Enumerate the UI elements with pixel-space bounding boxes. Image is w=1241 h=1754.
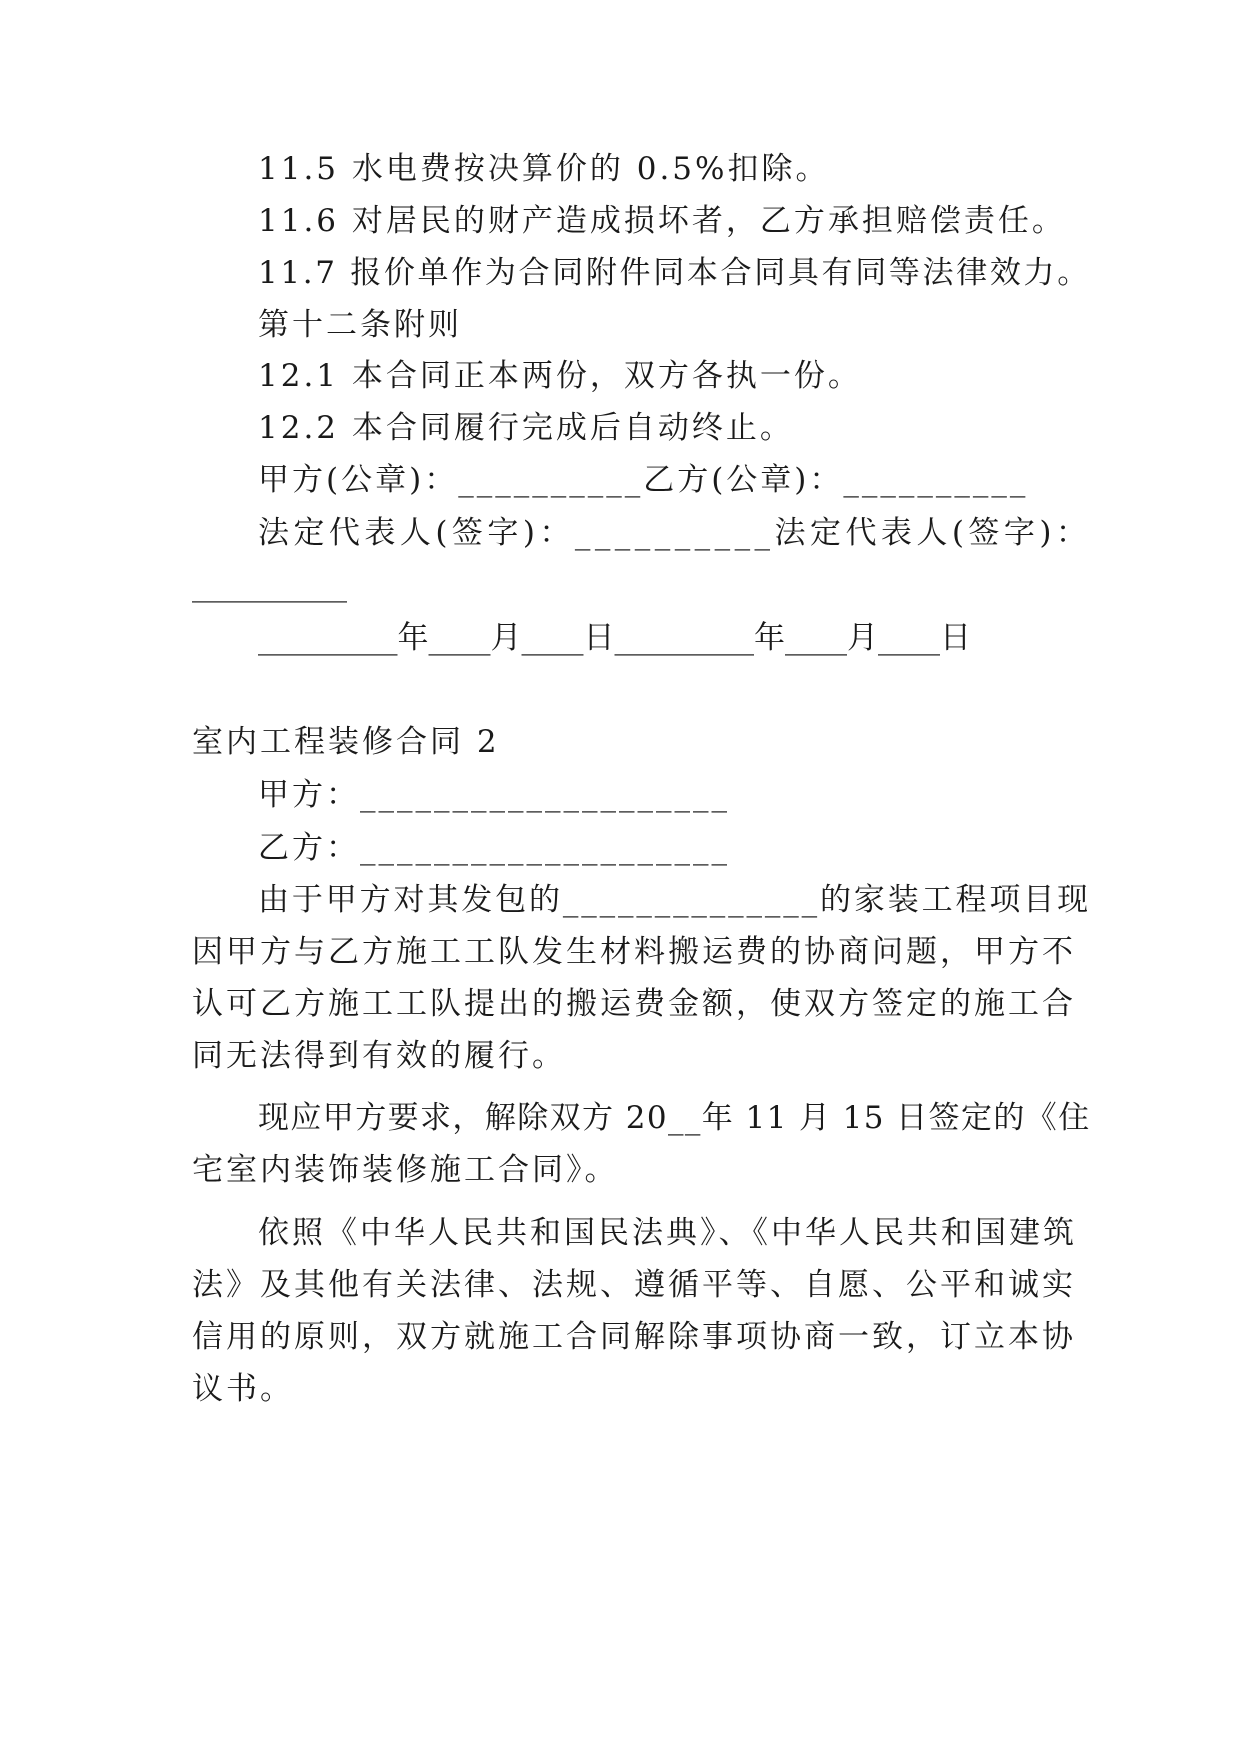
seal-signature-line: 甲方(公章)：__________乙方(公章)：__________	[258, 462, 1029, 498]
party-b-line: 乙方：____________________	[258, 830, 730, 866]
clause-12-1: 12.1 本合同正本两份，双方各执一份。	[258, 358, 862, 394]
paragraph-line: 由于甲方对其发包的______________的家装工程项目现	[258, 882, 1091, 918]
party-a-line: 甲方：____________________	[258, 777, 730, 813]
paragraph-line: 议书。	[192, 1371, 294, 1407]
section-title: 室内工程装修合同 2	[192, 724, 500, 760]
paragraph-line: 依照《中华人民共和国民法典》、《中华人民共和国建筑	[258, 1215, 1077, 1251]
representative-signature-blank: __________	[192, 567, 347, 603]
paragraph-line: 信用的原则，双方就施工合同解除事项协商一致，订立本协	[192, 1319, 1076, 1355]
clause-12-2: 12.2 本合同履行完成后自动终止。	[258, 410, 794, 446]
paragraph-line: 宅室内装饰装修施工合同》。	[192, 1152, 619, 1188]
paragraph-line: 法》及其他有关法律、法规、遵循平等、自愿、公平和诚实	[192, 1267, 1076, 1303]
article-12-heading: 第十二条附则	[258, 307, 462, 343]
paragraph-line: 现应甲方要求，解除双方 20__年 11 月 15 日签定的《住	[258, 1100, 1091, 1136]
date-line: _________年____月____日_________年____月____日	[258, 620, 971, 656]
clause-11-5: 11.5 水电费按决算价的 0.5%扣除。	[258, 151, 830, 187]
paragraph-line: 同无法得到有效的履行。	[192, 1038, 566, 1074]
representative-signature-line: 法定代表人(签字)：__________法定代表人(签字)：	[258, 515, 1092, 551]
paragraph-line: 因甲方与乙方施工工队发生材料搬运费的协商问题，甲方不	[192, 934, 1076, 970]
clause-11-7: 11.7 报价单作为合同附件同本合同具有同等法律效力。	[258, 255, 1091, 291]
paragraph-line: 认可乙方施工工队提出的搬运费金额，使双方签定的施工合	[192, 986, 1076, 1022]
clause-11-6: 11.6 对居民的财产造成损坏者，乙方承担赔偿责任。	[258, 203, 1066, 239]
